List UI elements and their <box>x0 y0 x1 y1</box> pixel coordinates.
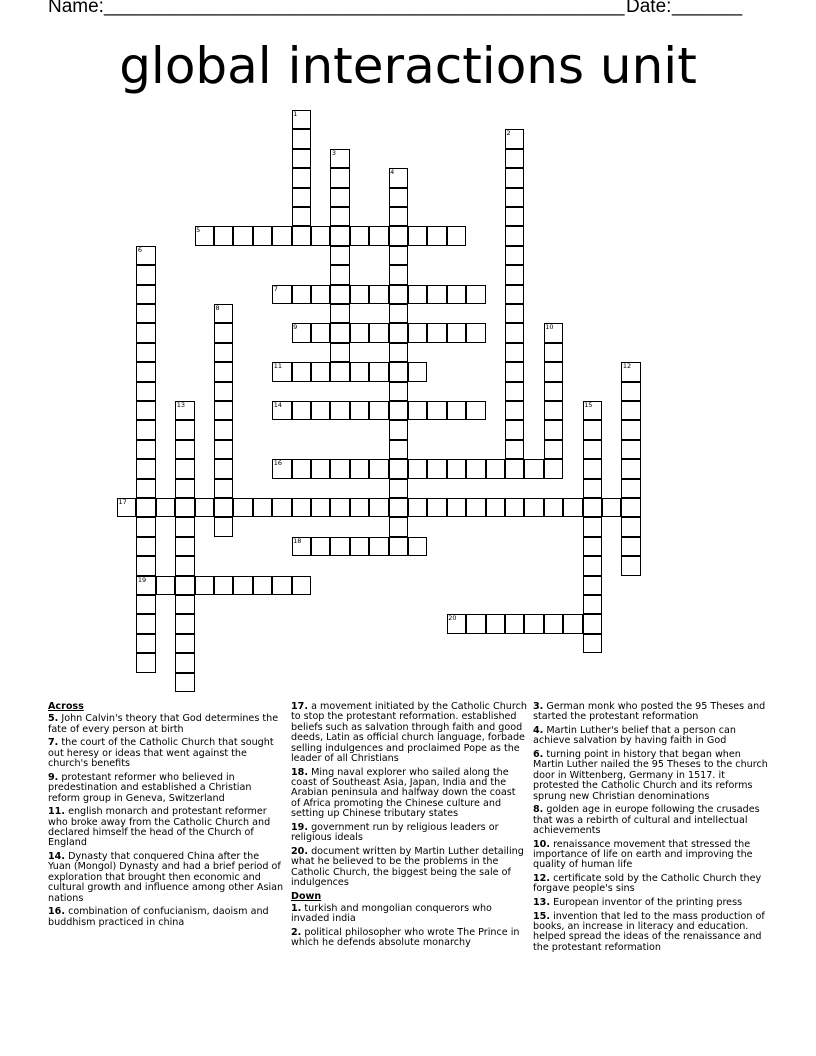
crossword-cell[interactable] <box>621 459 640 478</box>
crossword-cell[interactable] <box>330 343 349 362</box>
clue-item: 11. english monarch and protestant reformer who broke away from the Catholic Church and declared himself the head of the Church of England <box>48 806 271 849</box>
crossword-cell[interactable] <box>292 168 311 187</box>
crossword-cell[interactable] <box>621 440 640 459</box>
crossword-cell[interactable] <box>544 440 563 459</box>
crossword-cell[interactable] <box>311 226 330 245</box>
crossword-cell[interactable] <box>292 498 311 517</box>
crossword-cell[interactable] <box>621 498 640 517</box>
crossword-cell[interactable] <box>175 498 194 517</box>
crossword-cell[interactable] <box>175 614 194 633</box>
crossword-cell[interactable] <box>369 537 388 556</box>
crossword-cell[interactable] <box>292 576 311 595</box>
clue-number: 14 <box>273 401 282 409</box>
crossword-cell[interactable] <box>136 362 155 381</box>
crossword-cell[interactable] <box>330 265 349 284</box>
crossword-cell[interactable] <box>408 285 427 304</box>
clues-column-2 <box>291 702 527 952</box>
crossword-cell[interactable] <box>621 420 640 439</box>
clue-item: 15. invention that led to the mass production of books, an increase in literacy and education. helped spread the ideas of the renaissance and the protestant reformation <box>533 910 765 953</box>
crossword-cell[interactable] <box>583 459 602 478</box>
crossword-cell[interactable] <box>214 323 233 342</box>
clue-number: 4 <box>390 168 395 177</box>
clue-item: 5. John Calvin's theory that God determines the fate of every person at birth <box>48 713 279 735</box>
clue-item: 1. turkish and mongolian conquerors who invaded india <box>291 903 492 925</box>
crossword-cell[interactable] <box>214 576 233 595</box>
down-clues-column-3 <box>533 702 769 956</box>
clue-item: 17. a movement initiated by the Catholic Church to stop the protestant reformation. established beliefs such as salvation through faith and good deeds, Latin as official church language, forbade selling indulgences and proclaimed Pope as the leader of all Christians <box>291 701 527 765</box>
date-label: Date: <box>626 0 672 17</box>
crossword-cell[interactable] <box>311 498 330 517</box>
clue-number: 2 <box>506 129 511 138</box>
crossword-cell[interactable] <box>583 556 602 575</box>
crossword-cell[interactable] <box>330 323 349 342</box>
crossword-cell[interactable] <box>330 285 349 304</box>
crossword-cell[interactable] <box>505 188 524 207</box>
crossword-cell[interactable] <box>350 323 369 342</box>
crossword-cell[interactable] <box>583 517 602 536</box>
crossword-cell[interactable] <box>408 323 427 342</box>
crossword-cell[interactable] <box>389 498 408 517</box>
clue-number: 12 <box>622 362 632 371</box>
crossword-cell[interactable] <box>350 285 369 304</box>
crossword-cell[interactable] <box>389 246 408 265</box>
crossword-cell[interactable] <box>330 226 349 245</box>
crossword-cell[interactable] <box>292 362 311 381</box>
crossword-cell[interactable] <box>466 498 485 517</box>
crossword-cell[interactable] <box>427 226 446 245</box>
crossword-cell[interactable] <box>447 498 466 517</box>
crossword-cell[interactable] <box>136 420 155 439</box>
clue-number: 16 <box>273 459 282 468</box>
crossword-cell[interactable] <box>272 226 291 245</box>
crossword-cell[interactable] <box>330 362 349 381</box>
crossword-cell[interactable] <box>136 517 155 536</box>
clue-item: 3. German monk who posted the 95 Theses and started the protestant reformation <box>533 701 766 723</box>
crossword-cell[interactable] <box>136 498 155 517</box>
crossword-cell[interactable] <box>505 614 524 633</box>
crossword-cell[interactable] <box>214 401 233 420</box>
crossword-cell[interactable] <box>311 362 330 381</box>
crossword-cell[interactable] <box>602 498 621 517</box>
crossword-cell[interactable] <box>505 401 524 420</box>
crossword-cell[interactable] <box>505 459 524 478</box>
clue-item: 12. certificate sold by the Catholic Church they forgave people's sins <box>533 873 762 895</box>
crossword-cell[interactable] <box>408 498 427 517</box>
crossword-cell[interactable] <box>136 653 155 672</box>
crossword-cell[interactable] <box>175 537 194 556</box>
crossword-cell[interactable] <box>330 168 349 187</box>
crossword-cell[interactable] <box>486 498 505 517</box>
crossword-cell[interactable] <box>175 459 194 478</box>
crossword-cell[interactable] <box>389 401 408 420</box>
crossword-cell[interactable] <box>233 498 252 517</box>
crossword-cell[interactable] <box>330 188 349 207</box>
crossword-cell[interactable] <box>621 537 640 556</box>
crossword-cell[interactable] <box>583 479 602 498</box>
crossword-cell[interactable] <box>136 556 155 575</box>
crossword-cell[interactable] <box>330 498 349 517</box>
crossword-cell[interactable] <box>214 498 233 517</box>
crossword-cell[interactable] <box>505 420 524 439</box>
crossword-cell[interactable] <box>292 149 311 168</box>
date-line[interactable]: _______ <box>672 0 743 16</box>
crossword-cell[interactable] <box>136 440 155 459</box>
crossword-cell[interactable] <box>214 382 233 401</box>
crossword-cell[interactable] <box>563 498 582 517</box>
crossword-cell[interactable] <box>136 634 155 653</box>
clue-number: 13 <box>176 401 185 409</box>
crossword-cell[interactable] <box>505 168 524 187</box>
crossword-cell[interactable] <box>563 614 582 633</box>
crossword-cell[interactable] <box>505 246 524 265</box>
crossword-cell[interactable] <box>544 498 563 517</box>
crossword-cell[interactable] <box>544 382 563 401</box>
crossword-cell[interactable] <box>505 226 524 245</box>
clue-number: 6 <box>137 245 143 254</box>
crossword-cell[interactable] <box>350 401 369 420</box>
crossword-cell[interactable] <box>427 323 446 342</box>
crossword-cell[interactable] <box>136 382 155 401</box>
crossword-cell[interactable] <box>350 537 369 556</box>
clue-item: 14. Dynasty that conquered China after the Yuan (Mongol) Dynasty and had a brief period of exploration that brought then economic and cultural growth and influence among other Asian nations <box>48 851 284 904</box>
crossword-cell[interactable] <box>505 207 524 226</box>
crossword-cell[interactable] <box>175 576 194 595</box>
crossword-cell[interactable] <box>427 285 446 304</box>
crossword-cell[interactable] <box>175 653 194 672</box>
crossword-cell[interactable] <box>214 362 233 381</box>
crossword-cell[interactable] <box>486 459 505 478</box>
crossword-cell[interactable] <box>447 226 466 245</box>
crossword-cell[interactable] <box>505 382 524 401</box>
crossword-cell[interactable] <box>583 595 602 614</box>
crossword-cell[interactable] <box>136 595 155 614</box>
crossword-cell[interactable] <box>311 401 330 420</box>
crossword-cell[interactable] <box>175 673 194 692</box>
crossword-cell[interactable] <box>583 498 602 517</box>
crossword-cell[interactable] <box>544 401 563 420</box>
crossword-cell[interactable] <box>505 323 524 342</box>
crossword-cell[interactable] <box>447 285 466 304</box>
clue-item: 19. government run by religious leaders or religious ideals <box>291 821 499 844</box>
crossword-cell[interactable] <box>350 459 369 478</box>
crossword-cell[interactable] <box>233 576 252 595</box>
crossword-cell[interactable] <box>136 323 155 342</box>
clue-number: 1 <box>293 110 298 118</box>
clue-number: 8 <box>215 304 220 312</box>
crossword-cell[interactable] <box>505 440 524 459</box>
crossword-cell[interactable] <box>389 188 408 207</box>
crossword-cell[interactable] <box>427 498 446 517</box>
crossword-cell[interactable] <box>369 362 388 381</box>
crossword-cell[interactable] <box>330 246 349 265</box>
crossword-cell[interactable] <box>369 323 388 342</box>
crossword-cell[interactable] <box>136 459 155 478</box>
crossword-cell[interactable] <box>292 459 311 478</box>
crossword-cell[interactable] <box>466 323 485 342</box>
clue-number: 15 <box>584 401 593 409</box>
crossword-cell[interactable] <box>292 207 311 226</box>
clue-item: 6. turning point in history that began when Martin Luther nailed the 95 Theses to the church door in Wittenberg, Germany in 1517. it protested the Catholic Church and its reforms sprung new Christian denominations <box>533 749 768 802</box>
crossword-cell[interactable] <box>524 498 543 517</box>
crossword-cell[interactable] <box>544 362 563 381</box>
crossword-cell[interactable] <box>156 576 175 595</box>
crossword-cell[interactable] <box>233 226 252 245</box>
crossword-cell[interactable] <box>214 226 233 245</box>
clue-item: 16. combination of confucianism, daoism and buddhism practiced in china <box>48 906 269 928</box>
crossword-cell[interactable] <box>136 537 155 556</box>
crossword-cell[interactable] <box>214 440 233 459</box>
crossword-cell[interactable] <box>466 459 485 478</box>
across-heading: Across <box>48 701 84 712</box>
crossword-cell[interactable] <box>583 440 602 459</box>
crossword-cell[interactable] <box>621 479 640 498</box>
crossword-cell[interactable] <box>253 226 272 245</box>
crossword-cell[interactable] <box>369 226 388 245</box>
crossword-cell[interactable] <box>369 401 388 420</box>
crossword-cell[interactable] <box>408 362 427 381</box>
crossword-cell[interactable] <box>330 207 349 226</box>
crossword-cell[interactable] <box>311 285 330 304</box>
crossword-cell[interactable] <box>389 207 408 226</box>
clue-item: 8. golden age in europe following the crusades that was a rebirth of cultural and intellectual achievements <box>533 804 760 837</box>
crossword-cell[interactable] <box>136 479 155 498</box>
crossword-cell[interactable] <box>292 285 311 304</box>
crossword-cell[interactable] <box>175 479 194 498</box>
clue-item: 20. document written by Martin Luther detailing what he believed to be the problems in the Catholic Church, the biggest being the sale of indulgences <box>291 845 524 889</box>
clue-item: 4. Martin Luther's belief that a person can achieve salvation by having faith in God <box>533 725 736 747</box>
crossword-cell[interactable] <box>389 537 408 556</box>
crossword-cell[interactable] <box>486 614 505 633</box>
clue-number: 10 <box>545 323 554 332</box>
crossword-cell[interactable] <box>447 401 466 420</box>
crossword-cell[interactable] <box>195 576 214 595</box>
crossword-cell[interactable] <box>505 149 524 168</box>
crossword-cell[interactable] <box>389 479 408 498</box>
crossword-cell[interactable] <box>389 382 408 401</box>
crossword-cell[interactable] <box>389 304 408 323</box>
clue-item: 7. the court of the Catholic Church that sought out heresy or ideas that went against the church's benefits <box>48 737 274 770</box>
crossword-cell[interactable] <box>214 459 233 478</box>
page-title: global interactions unit <box>119 37 697 95</box>
crossword-cell[interactable] <box>544 614 563 633</box>
crossword-cell[interactable] <box>369 459 388 478</box>
across-clues-column-1 <box>48 702 284 931</box>
crossword-cell[interactable] <box>272 576 291 595</box>
crossword-cell[interactable] <box>350 498 369 517</box>
crossword-cell[interactable] <box>389 343 408 362</box>
crossword-cell[interactable] <box>369 285 388 304</box>
crossword-cell[interactable] <box>330 459 349 478</box>
crossword-cell[interactable] <box>389 265 408 284</box>
clue-item: 18. Ming naval explorer who sailed along the coast of Southeast Asia, Japan, India and the Arabian peninsula and halfway down the coast of Africa promoting the Chinese culture and setting up Chinese tributary states <box>291 766 516 820</box>
clue-number: 17 <box>118 498 127 506</box>
crossword-cell[interactable] <box>544 343 563 362</box>
crossword-cell[interactable] <box>389 226 408 245</box>
crossword-cell[interactable] <box>583 576 602 595</box>
clue-number: 3 <box>331 148 337 157</box>
crossword-cell[interactable] <box>389 420 408 439</box>
crossword-cell[interactable] <box>447 459 466 478</box>
crossword-cell[interactable] <box>175 440 194 459</box>
crossword-cell[interactable] <box>583 634 602 653</box>
crossword-cell[interactable] <box>427 401 446 420</box>
crossword-cell[interactable] <box>175 634 194 653</box>
crossword-cell[interactable] <box>583 537 602 556</box>
crossword-cell[interactable] <box>621 382 640 401</box>
crossword-cell[interactable] <box>330 304 349 323</box>
crossword-cell[interactable] <box>175 595 194 614</box>
crossword-cell[interactable] <box>195 498 214 517</box>
crossword-cell[interactable] <box>292 188 311 207</box>
crossword-cell[interactable] <box>466 285 485 304</box>
clue-number: 18 <box>293 536 302 545</box>
crossword-cell[interactable] <box>214 479 233 498</box>
crossword-cell[interactable] <box>621 556 640 575</box>
crossword-cell[interactable] <box>136 304 155 323</box>
crossword-cell[interactable] <box>136 401 155 420</box>
crossword-cell[interactable] <box>330 401 349 420</box>
crossword-cell[interactable] <box>408 459 427 478</box>
clue-number: 20 <box>448 614 457 623</box>
crossword-cell[interactable] <box>389 440 408 459</box>
name-line[interactable]: ____________________________________________________ <box>104 0 625 16</box>
crossword-cell[interactable] <box>447 323 466 342</box>
crossword-cell[interactable] <box>369 498 388 517</box>
crossword-cell[interactable] <box>505 285 524 304</box>
clue-number: 11 <box>273 362 282 371</box>
crossword-cell[interactable] <box>311 537 330 556</box>
crossword-cell[interactable] <box>311 459 330 478</box>
crossword-cell[interactable] <box>175 420 194 439</box>
crossword-cell[interactable] <box>505 362 524 381</box>
crossword-cell[interactable] <box>272 498 291 517</box>
crossword-cell[interactable] <box>505 498 524 517</box>
crossword-cell[interactable] <box>427 459 446 478</box>
crossword-cell[interactable] <box>389 517 408 536</box>
crossword-cell[interactable] <box>350 362 369 381</box>
crossword-cell[interactable] <box>583 614 602 633</box>
clue-item: 2. political philosopher who wrote The Prince in which he defends absolute monarchy <box>291 927 520 949</box>
crossword-cell[interactable] <box>505 343 524 362</box>
crossword-cell[interactable] <box>389 285 408 304</box>
clue-item: 9. protestant reformer who believed in predestination and established a Christian reform group in Geneva, Switzerland <box>48 771 252 804</box>
crossword-cell[interactable] <box>136 285 155 304</box>
clue-number: 9 <box>293 323 298 332</box>
clue-number: 19 <box>137 575 147 584</box>
crossword-cell[interactable] <box>389 459 408 478</box>
clue-item: 13. European inventor of the printing press <box>533 897 743 909</box>
clue-number: 7 <box>273 284 278 293</box>
crossword-cell[interactable] <box>389 323 408 342</box>
clue-number: 5 <box>196 226 201 235</box>
crossword-cell[interactable] <box>214 343 233 362</box>
crossword-cell[interactable] <box>466 401 485 420</box>
crossword-cell[interactable] <box>408 226 427 245</box>
crossword-cell[interactable] <box>389 362 408 381</box>
crossword-cell[interactable] <box>253 576 272 595</box>
crossword-cell[interactable] <box>544 459 563 478</box>
down-heading: Down <box>291 890 322 902</box>
crossword-cell[interactable] <box>311 323 330 342</box>
crossword-cell[interactable] <box>524 459 543 478</box>
crossword-cell[interactable] <box>583 420 602 439</box>
crossword-cell[interactable] <box>408 401 427 420</box>
crossword-cell[interactable] <box>292 401 311 420</box>
crossword-cell[interactable] <box>253 498 272 517</box>
name-label: Name: <box>48 0 104 17</box>
crossword-cell[interactable] <box>524 614 543 633</box>
crossword-cell[interactable] <box>505 265 524 284</box>
crossword-cell[interactable] <box>292 226 311 245</box>
crossword-cell[interactable] <box>408 537 427 556</box>
clue-item: 10. renaissance movement that stressed the importance of life on earth and improving the quality of human life <box>533 838 753 871</box>
crossword-cell[interactable] <box>175 556 194 575</box>
crossword-cell[interactable] <box>330 537 349 556</box>
crossword-cell[interactable] <box>156 498 175 517</box>
crossword-cell[interactable] <box>136 343 155 362</box>
crossword-cell[interactable] <box>466 614 485 633</box>
crossword-cell[interactable] <box>214 517 233 536</box>
crossword-cell[interactable] <box>214 420 233 439</box>
crossword-cell[interactable] <box>505 304 524 323</box>
crossword-cell[interactable] <box>136 614 155 633</box>
crossword-cell[interactable] <box>544 420 563 439</box>
crossword-cell[interactable] <box>350 226 369 245</box>
crossword-cell[interactable] <box>621 517 640 536</box>
crossword-cell[interactable] <box>136 265 155 284</box>
crossword-cell[interactable] <box>292 129 311 148</box>
crossword-cell[interactable] <box>175 517 194 536</box>
crossword-cell[interactable] <box>621 401 640 420</box>
